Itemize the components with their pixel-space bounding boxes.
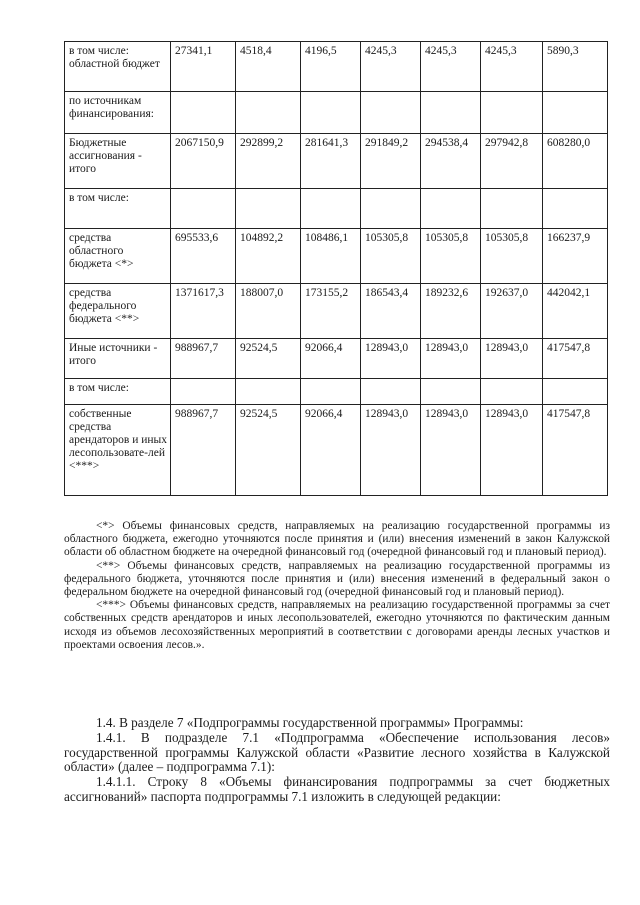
cell-value: [236, 92, 301, 134]
cell-value: 128943,0: [481, 405, 543, 496]
table-row: [65, 134, 608, 189]
cell-value: 92524,5: [236, 339, 301, 379]
cell-value: 166237,9: [543, 229, 608, 284]
cell-value: [171, 379, 236, 405]
cell-value: [171, 189, 236, 229]
cell-value: 128943,0: [361, 339, 421, 379]
cell-value: 417547,8: [543, 405, 608, 496]
cell-value: [543, 92, 608, 134]
footnotes: [64, 520, 610, 652]
cell-value: 4245,3: [361, 42, 421, 92]
cell-value: 2067150,9: [171, 134, 236, 189]
cell-value: [361, 379, 421, 405]
cell-value: 105305,8: [361, 229, 421, 284]
table-row: [65, 284, 608, 339]
financing-table: [64, 41, 608, 496]
cell-value: 695533,6: [171, 229, 236, 284]
row-label: средства областного бюджета <*>: [65, 229, 171, 284]
cell-value: 1371617,3: [171, 284, 236, 339]
table-row: [65, 189, 608, 229]
table-row: [65, 405, 608, 496]
row-label: Бюджетные ассигнования - итого: [65, 134, 171, 189]
cell-value: 188007,0: [236, 284, 301, 339]
cell-value: [421, 189, 481, 229]
cell-value: [481, 189, 543, 229]
cell-value: 192637,0: [481, 284, 543, 339]
cell-value: 186543,4: [361, 284, 421, 339]
footnote-other: <***> Объемы финансовых средств, направляемых на реализацию государственной программы за счет собственных средств арендаторов и иных лесопользователей, ежегодно уточняются по фактическим данным исходя из объемов лесохозяйственных мероприятий в соответствии с договорами аренды лесных участков и проектами освоения лесов.».: [64, 599, 610, 651]
cell-value: 92066,4: [301, 339, 361, 379]
cell-value: 297942,8: [481, 134, 543, 189]
body-text: [64, 716, 610, 805]
footnote-federal: <**> Объемы финансовых средств, направляемых на реализацию государственной программы из федерального бюджета, уточняются после принятия и (или) внесения изменений в федеральный закон о федеральном бюджете на очередной финансовый год (очередной финансовый год и плановый период).: [64, 559, 610, 599]
footnote-regional: <*> Объемы финансовых средств, направляемых на реализацию государственной программы из областного бюджета, ежегодно уточняются после принятия и (или) внесения изменений в закон Калужской области об областном бюджете на очередной финансовый год (очередной финансовый год и плановый период).: [64, 520, 610, 559]
cell-value: [361, 92, 421, 134]
cell-value: 27341,1: [171, 42, 236, 92]
cell-value: 104892,2: [236, 229, 301, 284]
cell-value: 988967,7: [171, 405, 236, 496]
cell-value: [481, 92, 543, 134]
cell-value: 4196,5: [301, 42, 361, 92]
cell-value: 92524,5: [236, 405, 301, 496]
table-row: [65, 379, 608, 405]
paragraph-section-7: 1.4. В разделе 7 «Подпрограммы государственной программы» Программы:: [96, 715, 524, 730]
cell-value: 108486,1: [301, 229, 361, 284]
cell-value: 417547,8: [543, 339, 608, 379]
cell-value: [543, 379, 608, 405]
cell-value: 281641,3: [301, 134, 361, 189]
cell-value: 608280,0: [543, 134, 608, 189]
cell-value: 442042,1: [543, 284, 608, 339]
cell-value: [301, 92, 361, 134]
cell-value: [543, 189, 608, 229]
cell-value: 173155,2: [301, 284, 361, 339]
cell-value: 5890,3: [543, 42, 608, 92]
cell-value: [421, 379, 481, 405]
row-label: Иные источники - итого: [65, 339, 171, 379]
cell-value: 92066,4: [301, 405, 361, 496]
row-label: собственные средства арендаторов и иных лесопользовате-лей <***>: [65, 405, 171, 496]
cell-value: [236, 189, 301, 229]
row-label: средства федерального бюджета <**>: [65, 284, 171, 339]
cell-value: 128943,0: [421, 339, 481, 379]
cell-value: 291849,2: [361, 134, 421, 189]
table-row: [65, 229, 608, 284]
cell-value: 105305,8: [481, 229, 543, 284]
cell-value: [236, 379, 301, 405]
cell-value: [421, 92, 481, 134]
cell-value: 105305,8: [421, 229, 481, 284]
paragraph-row-8: 1.4.1.1. Строку 8 «Объемы финансирования подпрограммы за счет бюджетных ассигнований» паспорта подпрограммы 7.1 изложить в следующей редакции:: [64, 774, 610, 804]
cell-value: 128943,0: [421, 405, 481, 496]
cell-value: 4245,3: [421, 42, 481, 92]
cell-value: 4518,4: [236, 42, 301, 92]
table-row: [65, 42, 608, 92]
cell-value: [301, 379, 361, 405]
cell-value: 988967,7: [171, 339, 236, 379]
cell-value: [171, 92, 236, 134]
table-row: [65, 339, 608, 379]
row-label: в том числе: областной бюджет: [65, 42, 171, 92]
row-label: по источникам финансирования:: [65, 92, 171, 134]
cell-value: [361, 189, 421, 229]
cell-value: 292899,2: [236, 134, 301, 189]
table-row: [65, 92, 608, 134]
cell-value: 128943,0: [361, 405, 421, 496]
cell-value: 4245,3: [481, 42, 543, 92]
cell-value: [481, 379, 543, 405]
cell-value: 294538,4: [421, 134, 481, 189]
row-label: в том числе:: [65, 189, 171, 229]
row-label: в том числе:: [65, 379, 171, 405]
cell-value: 128943,0: [481, 339, 543, 379]
cell-value: 189232,6: [421, 284, 481, 339]
paragraph-subsection-7-1: 1.4.1. В подразделе 7.1 «Подпрограмма «Обеспечение использования лесов» государственной программы Калужской области «Развитие лесного хозяйства в Калужской области» (далее – подпрограмма 7.1):: [64, 729, 610, 775]
cell-value: [301, 189, 361, 229]
